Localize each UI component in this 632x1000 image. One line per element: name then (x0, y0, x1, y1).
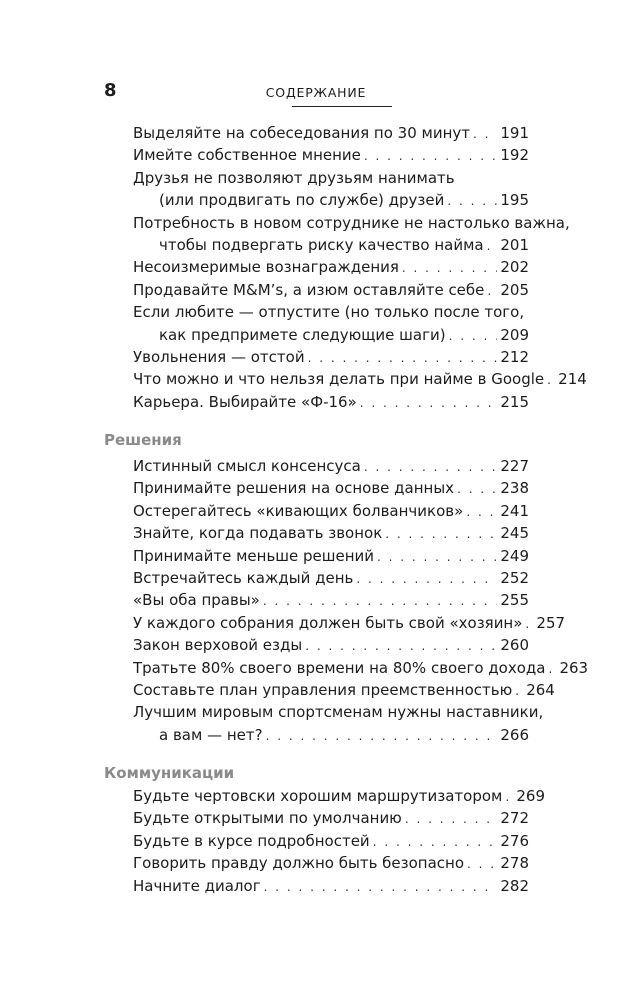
toc-entry-title: Принимайте решения на основе данных (133, 479, 455, 498)
toc-entry-title: чтобы подвергать риску качество найма (159, 236, 484, 254)
toc-page-number: 205 (500, 280, 529, 299)
toc-entry (133, 522, 529, 544)
toc-entry (159, 724, 529, 746)
toc-entry (133, 612, 566, 634)
toc-page-number: 238 (500, 479, 529, 498)
toc-entry (133, 256, 529, 278)
dot-leader (405, 808, 498, 830)
dot-leader (377, 546, 497, 568)
toc-entry-title: Тратьте 80% своего времени на 80% своего дохода (133, 658, 546, 677)
toc-entry-title: Потребность в новом сотруднике не настолько важна, (133, 213, 570, 232)
dot-leader (385, 523, 497, 545)
dot-leader (402, 257, 497, 279)
toc-entry-title: а вам — нет? (159, 725, 263, 744)
toc-entry-title: (или продвигать по службе) друзей (159, 191, 445, 210)
header-rule (292, 106, 392, 107)
toc-page-number: 264 (526, 681, 555, 699)
toc-page-number: 272 (500, 809, 529, 828)
dot-leader (457, 478, 497, 500)
toc-entry-title: Начните диалог (133, 876, 261, 895)
toc-entry-title: Будьте открытыми по умолчанию (133, 809, 402, 828)
toc-entry (159, 234, 529, 256)
toc-entry (159, 189, 529, 211)
toc-page-number: 212 (500, 348, 529, 366)
toc-entry-line (133, 212, 570, 234)
dot-leader (547, 369, 555, 391)
toc-entry-title: Знайте, когда подавать звонок (133, 524, 383, 543)
toc-page-number: 201 (500, 236, 529, 254)
section-heading: Коммуникации (104, 764, 235, 782)
toc-entry (133, 875, 529, 897)
toc-entry-line (133, 701, 544, 723)
toc-page-number: 252 (500, 569, 529, 587)
dot-leader (447, 190, 497, 212)
toc-entry (133, 279, 529, 301)
toc-page-number: 266 (500, 725, 529, 744)
toc-entry (133, 391, 529, 413)
dot-leader (308, 347, 498, 369)
toc-entry-line (133, 167, 529, 189)
toc-page-number: 241 (500, 501, 529, 520)
toc-page-number: 245 (500, 524, 529, 543)
dot-leader (305, 635, 497, 657)
toc-entry (133, 477, 529, 499)
toc-entry-title: Принимайте меньше решений (133, 546, 375, 565)
toc-entry-title: Продавайте M&M’s, а изюм оставляйте себе (133, 280, 485, 299)
toc-entry (159, 324, 529, 346)
toc-entry-title: Составьте план управления преемственностью (133, 681, 513, 699)
toc-page-number: 278 (500, 854, 529, 873)
toc-entry (133, 657, 589, 679)
toc-page-number: 195 (500, 191, 529, 210)
toc-page-number: 191 (500, 124, 529, 142)
toc-page-number: 257 (536, 613, 566, 632)
toc-entry (133, 346, 529, 368)
dot-leader (548, 658, 556, 680)
toc-entry-title: Лучшим мировым спортсменам нужны наставники, (133, 703, 544, 722)
page-number: 8 (104, 80, 117, 101)
toc-page-number: 263 (559, 658, 589, 677)
toc-entry-title: Выделяйте на собеседования по 30 минут (133, 124, 470, 142)
dot-leader (373, 831, 498, 853)
toc-entry (133, 785, 545, 807)
toc-entry (133, 500, 529, 522)
dot-leader (263, 590, 498, 612)
toc-page-number: 260 (500, 636, 529, 655)
dot-leader (505, 786, 513, 808)
toc-page-number: 202 (500, 258, 529, 277)
toc-entry-title: Карьера. Выбирайте «Ф-16» (133, 392, 357, 411)
toc-page-number: 209 (500, 325, 529, 344)
toc-entry (133, 144, 529, 166)
toc-entry (133, 455, 529, 477)
toc-entry-title: Увольнения — отстой (133, 348, 305, 366)
dot-leader (473, 123, 497, 145)
dot-leader (360, 392, 498, 414)
toc-entry-title: Будьте в курсе подробностей (133, 831, 370, 850)
toc-entry-title: как предпримете следующие шаги) (159, 325, 446, 344)
toc-page-number: 276 (500, 831, 529, 850)
toc-entry (133, 368, 587, 390)
toc-entry-title: Будьте чертовски хорошим маршрутизатором (133, 787, 503, 805)
toc-entry-title: Друзья не позволяют друзьям нанимать (133, 168, 455, 187)
toc-entry (133, 852, 529, 874)
toc-entry-title: «Вы оба правы» (133, 591, 260, 610)
toc-page-number: 255 (500, 591, 529, 610)
section-heading: Решения (104, 431, 182, 449)
toc-entry-title: Если любите — отпустите (но только после того, (133, 303, 525, 322)
toc-page-number: 269 (516, 787, 545, 805)
toc-entry-line (133, 301, 529, 323)
toc-entry (133, 589, 529, 611)
dot-leader (364, 456, 498, 478)
toc-entry-title: Говорить правду должно быть безопасно (133, 854, 465, 873)
dot-leader (466, 501, 497, 523)
toc-page-number: 214 (558, 370, 587, 389)
dot-leader (487, 280, 497, 302)
toc-entry (133, 830, 529, 852)
toc-page-number: 282 (500, 876, 529, 895)
toc-page-number: 215 (500, 392, 529, 411)
dot-leader (264, 876, 498, 898)
toc-entry-title: Закон верховой езды (133, 636, 303, 655)
toc-entry-title: Остерегайтесь «кивающих болванчиков» (133, 501, 464, 520)
toc-entry-title: Истинный смысл консенсуса (133, 457, 361, 475)
dot-leader (467, 853, 497, 875)
dot-leader (515, 680, 523, 702)
toc-entry-title: Несоизмеримые вознаграждения (133, 258, 399, 277)
toc-entry (133, 567, 529, 589)
running-header: СОДЕРЖАНИЕ (265, 85, 367, 100)
toc-entry-title: Имейте собственное мнение (133, 146, 361, 165)
toc-entry (133, 634, 529, 656)
dot-leader (525, 613, 533, 635)
toc-entry (133, 679, 555, 701)
toc-page-number: 227 (500, 457, 529, 475)
toc-entry-title: Встречайтесь каждый день (133, 569, 354, 587)
toc-entry (133, 545, 529, 567)
dot-leader (364, 145, 497, 167)
toc-entry (133, 807, 529, 829)
toc-entry-title: Что можно и что нельзя делать при найме в Google (133, 370, 545, 389)
toc-page-number: 249 (500, 546, 529, 565)
toc-page-number: 192 (500, 146, 529, 165)
dot-leader (266, 725, 498, 747)
dot-leader (356, 568, 497, 590)
dot-leader (449, 325, 498, 347)
toc-entry (133, 122, 529, 144)
toc-entry-title: У каждого собрания должен быть свой «хозяин» (133, 613, 523, 632)
dot-leader (487, 235, 498, 257)
